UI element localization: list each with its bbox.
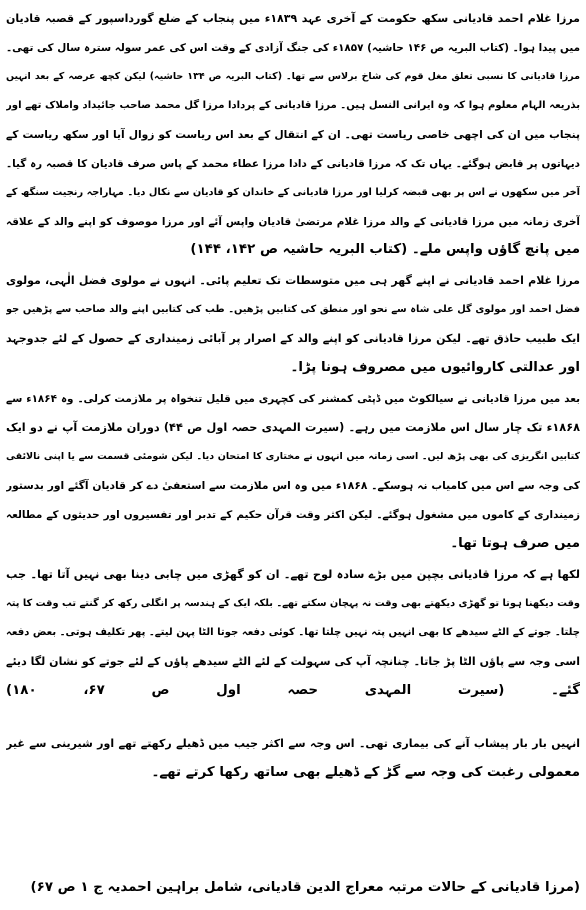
paragraph-5-line-1: انہیں بار بار پیشاب آنے کی بیماری تھی۔ اس وجہ سے اکثر جیب میں ڈھیلے رکھتے تھے اور شیرینی سے غیر: [6, 737, 580, 750]
paragraph-4-line-5: گئے۔ (سیرت المہدی حصہ اول ص ۶۷، ۱۸۰): [6, 683, 580, 698]
paragraph-5-line-2: معمولی رغبت کی وجہ سے گڑ کے ڈھیلے بھی ساتھ رکھا کرتے تھے۔: [151, 765, 580, 780]
paragraph-1-line-6: دیہاتوں پر قابض ہوگئے۔ یہاں تک کہ مرزا قادیانی کے دادا مرزا عطاء محمد کے پاس صرف قادیان کا قصبہ رہ گیا۔: [6, 158, 580, 170]
paragraph-1-line-7: آخر میں سکھوں نے اس پر بھی قبضہ کرلیا اور مرزا قادیانی کے خاندان کو قادیان سے نکال دیا۔ مہاراجہ رنجیت سنگھ کے: [6, 187, 580, 198]
paragraph-1-line-5: پنجاب میں ان کی اچھی خاصی ریاست تھی۔ ان کے انتقال کے بعد اس ریاست کو زوال آیا اور سکھ ریاست کے: [6, 128, 580, 141]
source-citation: (مرزا قادیانی کے حالات مرتبہ معراج الدین قادیانی، شامل براہین احمدیہ ج ۱ ص ۶۷): [30, 880, 580, 895]
paragraph-2-line-1: مرزا غلام احمد قادیانی نے اپنے گھر ہی میں متوسطات تک تعلیم پائی۔ انہوں نے مولوی فضل الٰہی، مولوی: [6, 274, 580, 287]
paragraph-3-line-2: ۱۸۶۸ء تک چار سال اس ملازمت میں رہے۔ (سیرت المہدی حصہ اول ص ۴۴) دوران ملازمت آپ نے دو ایک: [6, 421, 580, 434]
paragraph-1-line-9: میں پانچ گاؤں واپس ملے۔ (کتاب البریہ حاشیہ ص ۱۴۲، ۱۴۴): [190, 242, 580, 257]
paragraph-4-line-3: چلتا۔ جوتے کے الٹے سیدھے کا بھی انہیں پتہ نہیں چلتا تھا۔ کوئی دفعہ جوتا الٹا پہن لیتے۔ پھر تکلیف ہوتی۔ بعض دفعہ: [6, 627, 580, 638]
paragraph-4-line-4: اسی وجہ سے پاؤں الٹا پڑ جاتا۔ چنانچہ آپ کی سہولت کے لئے الٹے سیدھے پاؤں کے لئے جوتے کو نشان لگا دیئے: [6, 655, 580, 668]
paragraph-4-line-2: وقت دیکھنا ہوتا تو گھڑی دیکھتے بھی وقت نہ پہچان سکتے تھے۔ بلکہ ایک کے ہندسہ پر انگلی رکھ کر گنتے تب وقت کا پتہ: [6, 598, 580, 609]
paragraph-2-line-4: اور عدالتی کاروائیوں میں مصروف ہونا پڑا۔: [290, 360, 580, 375]
paragraph-1-line-1: مرزا غلام احمد قادیانی سکھ حکومت کے آخری عہد ۱۸۳۹ء میں پنجاب کے ضلع گورداسپور کے قصبہ قادیان: [6, 12, 580, 25]
paragraph-3-line-4: کی وجہ سے اس میں کامیاب نہ ہوسکے۔ ۱۸۶۸ء میں وہ اس ملازمت سے استعفیٰ دے کر قادیان آگئے اور بدستور: [6, 479, 580, 492]
paragraph-1-line-3: مرزا قادیانی کا نسبی تعلق مغل قوم کی شاخ برلاس سے تھا۔ (کتاب البریہ ص ۱۳۴ حاشیہ) لیکن کچھ عرصہ کے بعد انہیں: [6, 71, 580, 82]
paragraph-1-line-2: میں پیدا ہوا۔ (کتاب البریہ ص ۱۴۶ حاشیہ) ۱۸۵۷ء کی جنگ آزادی کے وقت اس کی عمر سولہ سترہ سال کی تھی۔: [6, 42, 580, 54]
paragraph-3-line-3: کتابیں انگریزی کی بھی پڑھ لیں۔ اسی زمانہ میں انہوں نے مختاری کا امتحان دیا۔ لیکن شومئی قسمت سے یا اپنی نالائقی: [6, 451, 580, 462]
paragraph-3-line-5: زمینداری کے کاموں میں مشغول ہوگئے۔ لیکن اکثر وقت قرآن حکیم کے تدبر اور تفسیروں اور حدیثوں کے مطالعہ: [6, 509, 580, 521]
paragraph-3-line-1: بعد میں مرزا قادیانی نے سیالکوٹ میں ڈپٹی کمشنر کی کچہری میں قلیل تنخواہ پر ملازمت کرلی۔ وہ ۱۸۶۴ء سے: [6, 393, 580, 405]
paragraph-2-line-2: فضل احمد اور مولوی گل علی شاہ سے نحو اور منطق کی کتابیں پڑھیں۔ طب کی کتابیں اپنے والد صاحب سے پڑھیں جو: [6, 304, 580, 315]
paragraph-1-line-4: بذریعہ الہام معلوم ہوا کہ وہ ایرانی النسل ہیں۔ مرزا قادیانی کے پردادا مرزا گل محمد صاحب جائیداد واملاک تھے اور: [6, 100, 580, 111]
paragraph-3-line-6: میں صرف ہوتا تھا۔: [450, 536, 580, 551]
paragraph-4-line-1: لکھا ہے کہ مرزا قادیانی بچپن میں بڑے سادہ لوح تھے۔ ان کو گھڑی میں چابی دینا بھی نہیں آتا تھا۔ جب: [6, 568, 580, 581]
paragraph-2-line-3: ایک طبیب حاذق تھے۔ لیکن مرزا قادیانی کو اپنے والد کے اصرار پر آبائی زمینداری کے حصول کے لئے جدوجہد: [6, 332, 580, 345]
paragraph-1-line-8: آخری زمانہ میں مرزا قادیانی کے والد مرزا غلام مرتضیٰ قادیان واپس آئے اور مرزا موصوف کو اپنے والد کے علاقہ: [6, 216, 580, 228]
